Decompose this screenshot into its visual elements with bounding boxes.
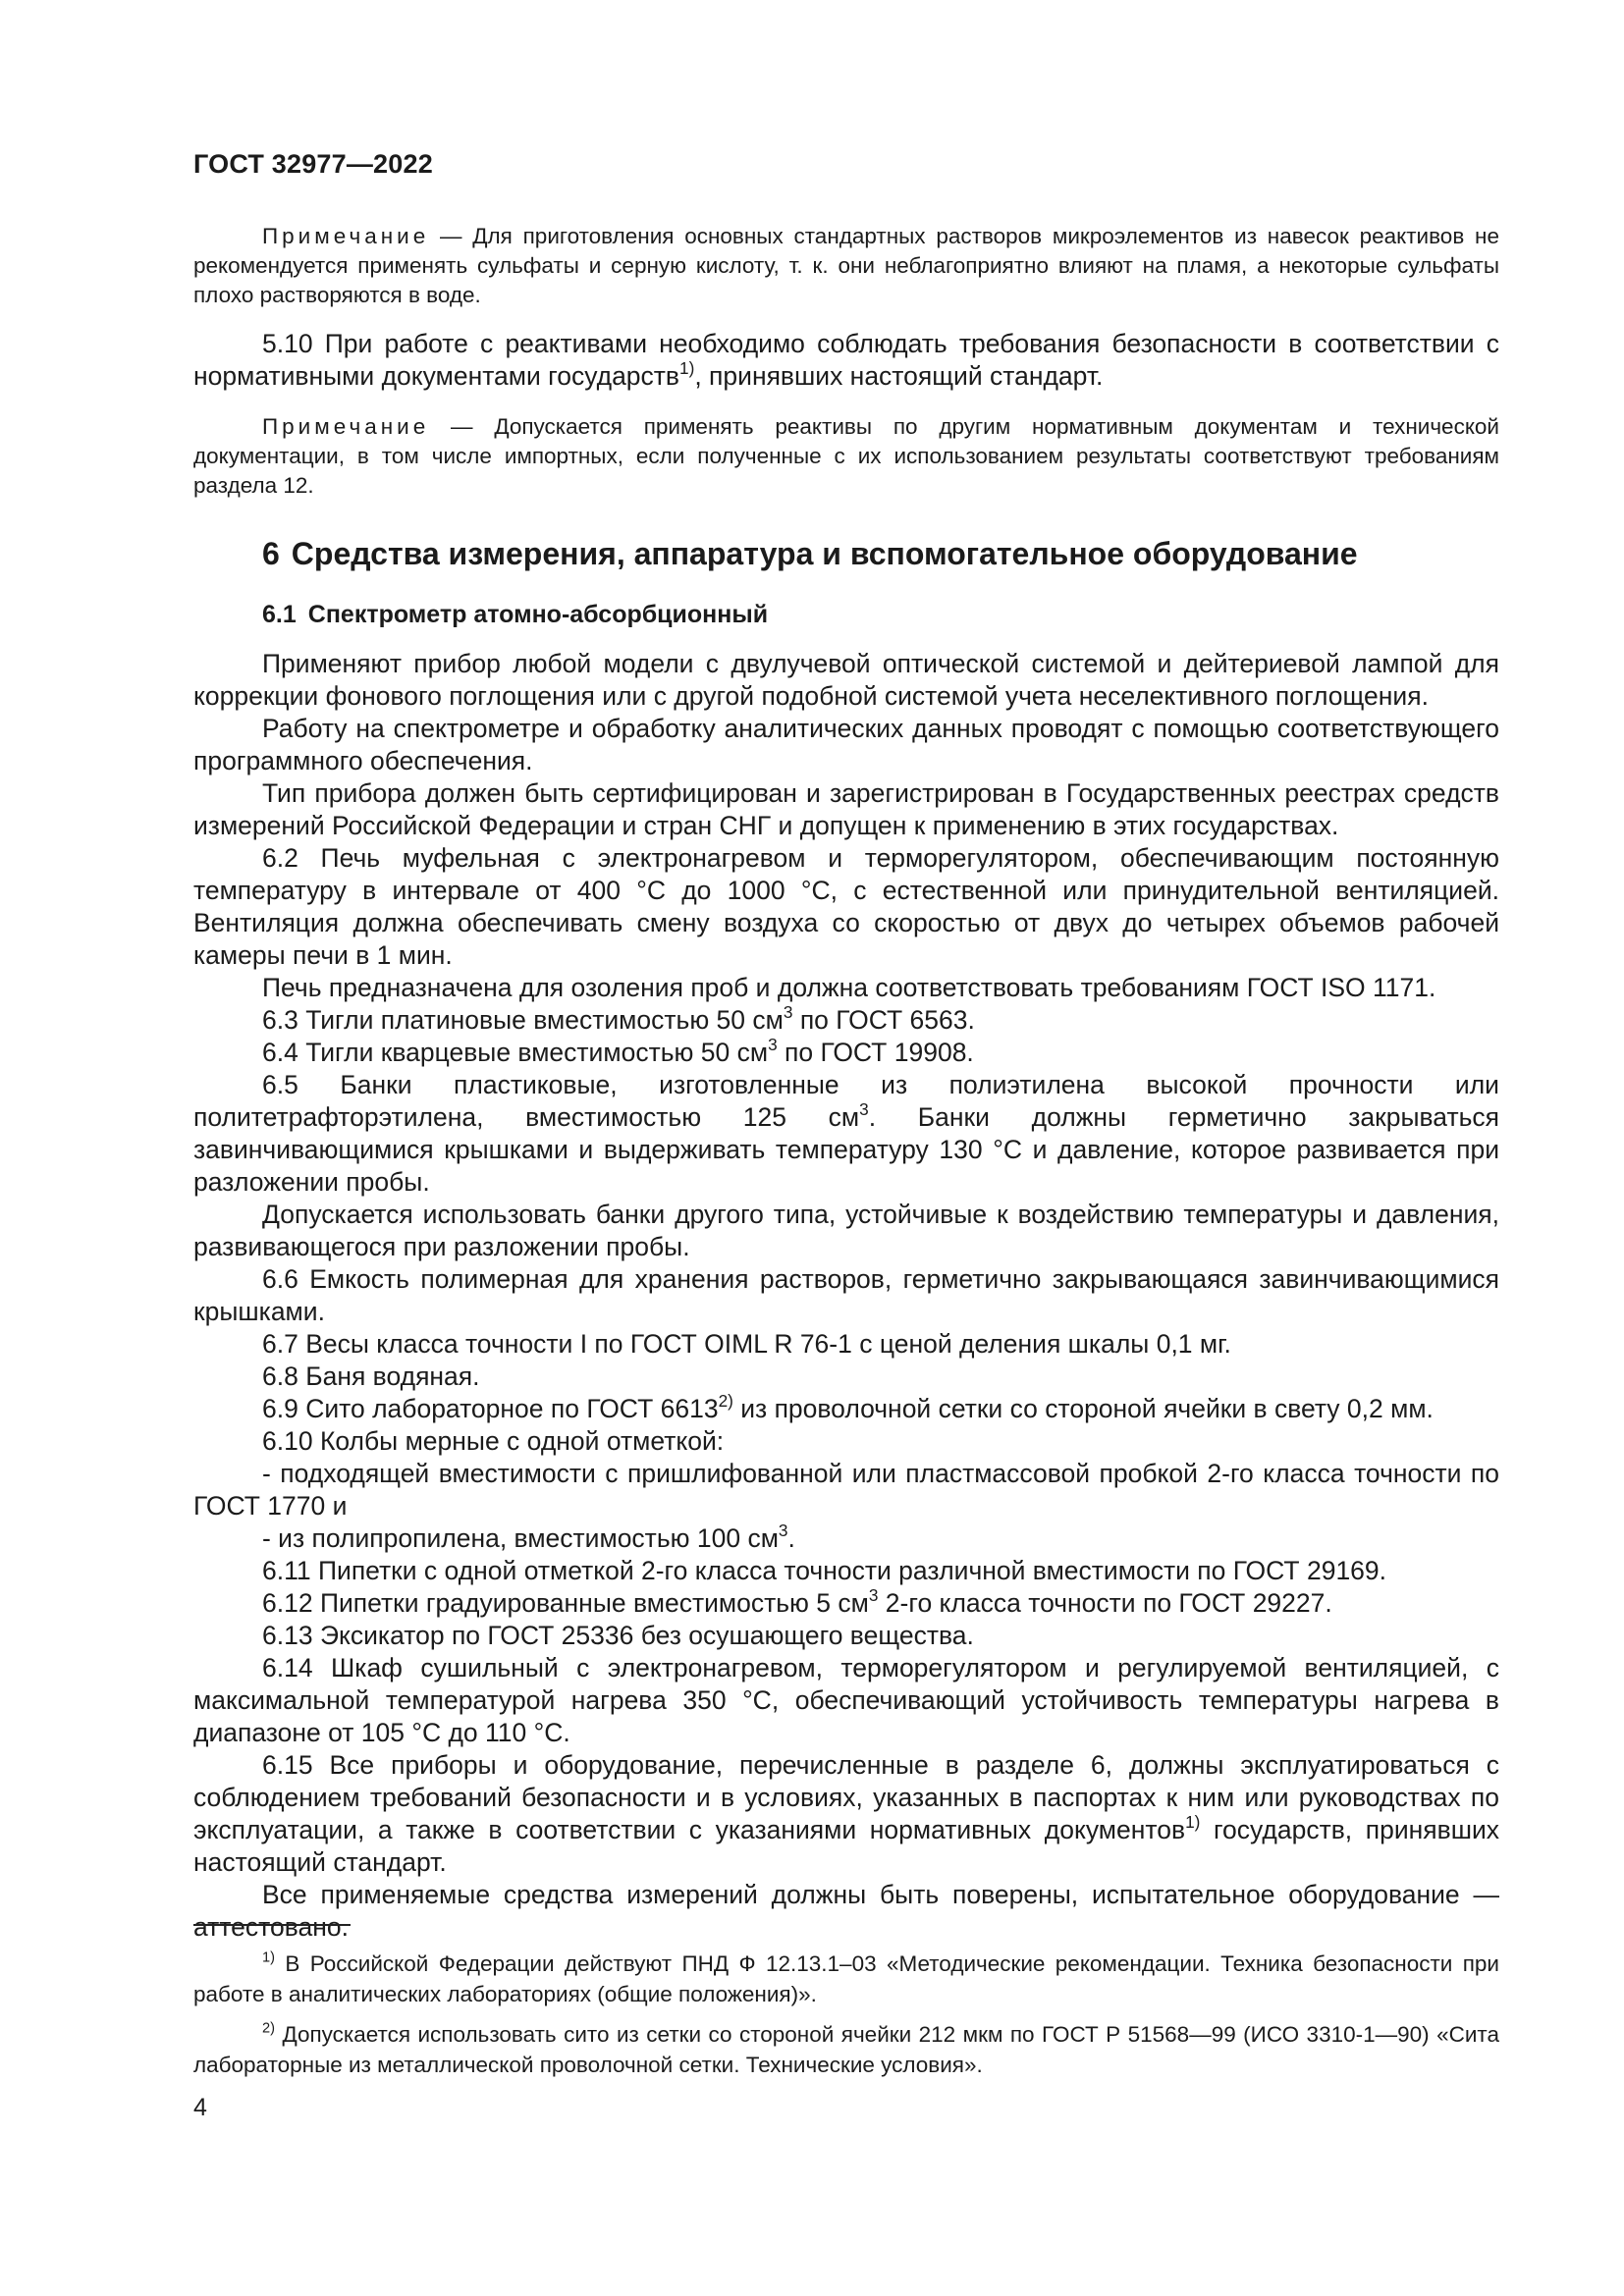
clause-text: . (787, 1523, 795, 1553)
clause-6-2: 6.2 Печь муфельная с электронагревом и терморегулятором, обеспечивающим постоянную температуру в интервале от 400 °С до 1000 °С, с естественной или принудительной вентиляцией. Вентиляция должна обеспечивать смену воздуха со скоростью от двух до четырех объемов рабочей камеры печи в 1 мин. (193, 843, 1499, 970)
body-paragraph: Применяют прибор любой модели с двулучевой оптической системой и дейтериевой лампой для коррекции фонового поглощения или с другой подобной системой учета неселективного поглощения. (193, 649, 1499, 711)
clause-text: по ГОСТ 6563. (792, 1005, 975, 1035)
clause-text: 6.5 Банки пластиковые, изготовленные из полиэтилена высокой прочности или политетрафторэтилена, вместимостью 125 см (193, 1070, 1499, 1132)
footnote-mark: 1) (262, 1949, 275, 1966)
clause-6-9 (193, 1390, 1499, 1425)
clause-text: 6.4 Тигли кварцевые вместимостью 50 см (262, 1038, 769, 1067)
section-6-body (193, 648, 1499, 1944)
clause-text: 5.10 При работе с реактивами необходимо соблюдать требования безопасности в соответствии с нормативными документами государств (193, 329, 1499, 391)
footnote-text: В Российской Федерации действуют ПНД Ф 12.13.1–03 «Методические рекомендации. Техника безопасности при работе в аналитических лабораториях (общие положения)». (193, 1951, 1499, 2006)
clause-5-10 (193, 328, 1499, 393)
clause-6-7: 6.7 Весы класса точности I по ГОСТ OIML R 76-1 с ценой деления шкалы 0,1 мг. (262, 1329, 1231, 1359)
body-paragraph: Печь предназначена для озоления проб и должна соответствовать требованиям ГОСТ ISO 1171. (262, 973, 1436, 1002)
clause-6-15 (193, 1749, 1499, 1879)
page-number: 4 (193, 2094, 207, 2121)
list-item (193, 1522, 1499, 1555)
superscript: 3 (778, 1520, 788, 1540)
clause-text: 6.15 Все приборы и оборудование, перечисленные в разделе 6, должны эксплуатироваться с соблюдением требований безопасности и в условиях, указанных в паспортах к ним или руководствах по эксплуатации, а также в соответствии с указаниями нормативных документов (193, 1750, 1499, 1844)
body-paragraph: Все применяемые средства измерений должны быть поверены, испытательное оборудование — аттестовано. (193, 1880, 1499, 1942)
note-2 (193, 412, 1499, 501)
clause-6-5 (193, 1069, 1499, 1199)
note-1 (193, 222, 1499, 310)
note-text: — Для приготовления основных стандартных растворов микроэлементов из навесок реактивов не рекомендуется применять сульфаты и серную кислоту, т. к. они неблагоприятно влияют на пламя, а некоторые сульфаты плохо растворяются в воде. (193, 224, 1499, 307)
superscript: 3 (868, 1584, 879, 1605)
clause-text: 6.9 Сито лабораторное по ГОСТ 6613 (262, 1394, 719, 1423)
clause-6-8: 6.8 Баня водяная. (262, 1362, 480, 1391)
document-code-header: ГОСТ 32977—2022 (193, 149, 433, 179)
clause-6-4 (193, 1034, 1499, 1069)
body-paragraph: Допускается использовать банки другого типа, устойчивые к воздействию температуры и давления, развивающегося при разложении пробы. (193, 1200, 1499, 1261)
note-text: — Допускается применять реактивы по другим нормативным документам и технической документации, в том числе импортных, если полученные с их использованием результаты соответствуют требованиям раздела 12. (193, 414, 1499, 498)
footnote-1 (193, 1949, 1499, 2009)
body-paragraph: Тип прибора должен быть сертифицирован и зарегистрирован в Государственных реестрах средств измерений Российской Федерации и стран СНГ и допущен к применению в этих государствах. (193, 778, 1499, 840)
clause-6-13: 6.13 Эксикатор по ГОСТ 25336 без осушающего вещества. (262, 1621, 974, 1650)
section-6-heading (262, 534, 1358, 573)
clause-text: , принявших настоящий стандарт. (694, 361, 1104, 391)
clause-6-3 (193, 1001, 1499, 1037)
clause-text: 6.12 Пипетки градуированные вместимостью 5 см (262, 1588, 869, 1618)
footnote-mark: 2) (262, 2020, 275, 2037)
footnote-ref: 2) (718, 1390, 733, 1411)
superscript: 3 (859, 1098, 869, 1119)
footnote-text: Допускается использовать сито из сетки со стороной ячейки 212 мкм по ГОСТ Р 51568—99 (ИСО 3310-1—90) «Сита лабораторные из металлической проволочной сетки. Технические условия». (193, 2022, 1499, 2077)
list-item: - подходящей вместимости с пришлифованной или пластмассовой пробкой 2-го класса точности по ГОСТ 1770 и (193, 1459, 1499, 1521)
clause-text: из проволочной сетки со стороной ячейки в свету 0,2 мм. (732, 1394, 1434, 1423)
clause-text: по ГОСТ 19908. (777, 1038, 974, 1067)
section-title: Средства измерения, аппаратура и вспомогательное оборудование (291, 536, 1358, 571)
section-number: 6 (262, 536, 280, 571)
clause-6-14: 6.14 Шкаф сушильный с электронагревом, терморегулятором и регулируемой вентиляцией, с максимальной температурой нагрева 350 °С, обеспечивающий устойчивость температуры нагрева в диапазоне от 105 °С до 110 °С. (193, 1653, 1499, 1747)
footnote-ref: 1) (679, 357, 695, 378)
footnote-2 (193, 2019, 1499, 2080)
body-paragraph: Работу на спектрометре и обработку аналитических данных проводят с помощью соответствующего программного обеспечения. (193, 714, 1499, 775)
note-label: Примечание (262, 224, 430, 248)
subsection-number: 6.1 (262, 601, 297, 628)
subsection-title: Спектрометр атомно-абсорбционный (307, 601, 769, 628)
clause-text: 6.3 Тигли платиновые вместимостью 50 см (262, 1005, 784, 1035)
clause-text: - из полипропилена, вместимостью 100 см (262, 1523, 779, 1553)
footnotes (193, 1949, 1499, 2080)
footnote-divider (193, 1924, 351, 1926)
footnote-ref: 1) (1185, 1811, 1201, 1832)
clause-6-10: 6.10 Колбы мерные с одной отметкой: (262, 1426, 725, 1456)
clause-6-12 (193, 1584, 1499, 1620)
clause-text: государств, принявших настоящий стандарт. (193, 1815, 1500, 1877)
superscript: 3 (768, 1034, 778, 1054)
clause-6-11: 6.11 Пипетки с одной отметкой 2-го класса точности различной вместимости по ГОСТ 29169. (262, 1556, 1387, 1585)
clause-text: 2-го класса точности по ГОСТ 29227. (878, 1588, 1332, 1618)
clause-6-6: 6.6 Емкость полимерная для хранения растворов, герметично закрывающаяся завинчивающимися крышками. (193, 1264, 1499, 1326)
clause-5-10-text (193, 328, 1499, 393)
clause-text: . Банки должны герметично закрываться завинчивающимися крышками и выдерживать температуру 130 °С и давление, которое развивается при разложении пробы. (193, 1102, 1499, 1197)
note-block-2 (193, 412, 1499, 501)
superscript: 3 (783, 1001, 793, 1022)
subsection-6-1-heading (262, 599, 768, 630)
note-block-1 (193, 222, 1499, 310)
note-label: Примечание (262, 414, 430, 439)
